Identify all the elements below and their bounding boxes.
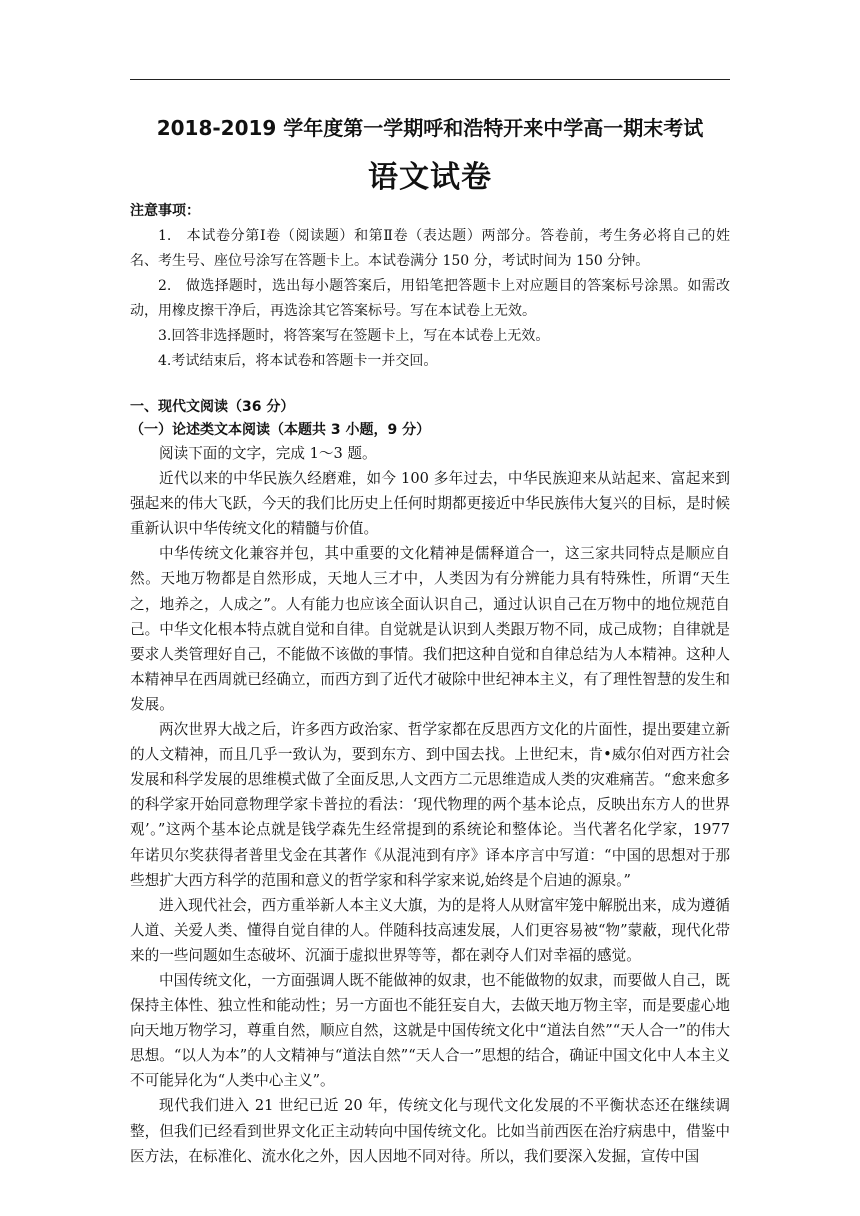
note-item: 3.回答非选择题时，将答案写在签题卡上，写在本试卷上无效。 [158,328,550,344]
notes-list [130,224,730,374]
passage-paragraph: 近代以来的中华民族久经磨难，如今 100 多年过去，中华民族迎来从站起来、富起来到强起来的伟大飞跃，今天的我们比历史上任何时期都更接近中华民族伟大复兴的目标，是时候重新认识中华传统文化的精髓与价值。 [130,470,730,538]
note-item: 4.考试结束后，将本试卷和答题卡一并交回。 [158,353,438,369]
exam-title: 2018-2019 学年度第一学期呼和浩特开来中学高一期末考试 [156,116,704,140]
passage-paragraph: 中国传统文化，一方面强调人既不能做神的奴隶，也不能做物的奴隶，而要做人自己，既保持主体性、独立性和能动性；另一方面也不能狂妄自大，去做天地万物主宰，而是要虚心地向天地万物学习，尊重自然，顺应自然，这就是中国传统文化中“道法自然”“天人合一”的伟大思想。“以人为本”的人文精神与“道法自然”“天人合一”思想的结合，确证中国文化中人本主义不可能异化为“人类中心主义”。 [130,971,730,1090]
subsection-heading: （一）论述类文本阅读（本题共 3 小题，9 分） [130,422,431,438]
passage-paragraph: 现代我们进入 21 世纪已近 20 年，传统文化与现代文化发展的不平衡状态还在继续调整，但我们已经看到世界文化正主动转向中国传统文化。比如当前西医在治疗病患中，借鉴中医方法，在标准化、流水化之外，因人因地不同对待。所以，我们要深入发掘，宣传中国 [130,1097,730,1165]
reading-passage [130,441,730,1169]
passage-paragraph: 中华传统文化兼容并包，其中重要的文化精神是儒释道合一，这三家共同特点是顺应自然。天地万物都是自然形成，天地人三才中，人类因为有分辨能力具有特殊性，所谓“天生之，地养之，人成之”。人有能力也应该全面认识自己，通过认识自己在万物中的地位规范自己。中华文化根本特点就自觉和自律。自觉就是认识到人类跟万物不同，成己成物；自律就是要求人类管理好自己，不能做不该做的事情。我们把这种自觉和自律总结为人本精神。这种人本精神早在西周就已经确立，而西方到了近代才破除中世纪神本主义，有了理性智慧的发生和发展。 [130,545,730,713]
note-item: 2. 做选择题时，选出每小题答案后，用铅笔把答题卡上对应题目的答案标号涂黑。如需改动，用橡皮擦干净后，再选涂其它答案标号。写在本试卷上无效。 [130,278,730,319]
section-heading: 一、现代文阅读（36 分） [130,399,295,415]
header-rule [130,79,730,80]
notes-heading: 注意事项： [130,203,200,219]
passage-paragraph: 进入现代社会，西方重举新人本主义大旗，为的是将人从财富牢笼中解脱出来，成为遵循人道、关爱人类、懂得自觉自律的人。伴随科技高速发展，人们更容易被“物”蒙蔽，现代化带来的一些问题如生态破坏、沉湎于虚拟世界等等，都在剥夺人们对幸福的感觉。 [130,896,730,964]
instruction-text: 阅读下面的文字，完成 1～3 题。 [159,445,377,462]
note-item: 1. 本试卷分第Ⅰ卷（阅读题）和第Ⅱ卷（表达题）两部分。答卷前，考生务必将自己的姓名、考生号、座位号涂写在答题卡上。本试卷满分 150 分，考试时间为 150 分钟。 [130,228,730,269]
passage-paragraph: 两次世界大战之后，许多西方政治家、哲学家都在反思西方文化的片面性，提出要建立新的人文精神，而且几乎一致认为，要到东方、到中国去找。上世纪末，肯•威尔伯对西方社会发展和科学发展的思维模式做了全面反思,人文西方二元思维造成人类的灾难痛苦。“愈来愈多的科学家开始同意物理学家卡普拉的看法：‘现代物理的两个基本论点，反映出东方人的世界观’。”这两个基本论点就是钱学森先生经常提到的系统论和整体论。当代著名化学家，1977 年诺贝尔奖获得者普里戈金在其著作《从混沌到有序》译本序言中写道：“中国的思想对于那些想扩大西方科学的范围和意义的哲学家和科学家来说,始终是个启迪的源泉。” [130,721,730,889]
subject-title: 语文试卷 [368,160,492,195]
